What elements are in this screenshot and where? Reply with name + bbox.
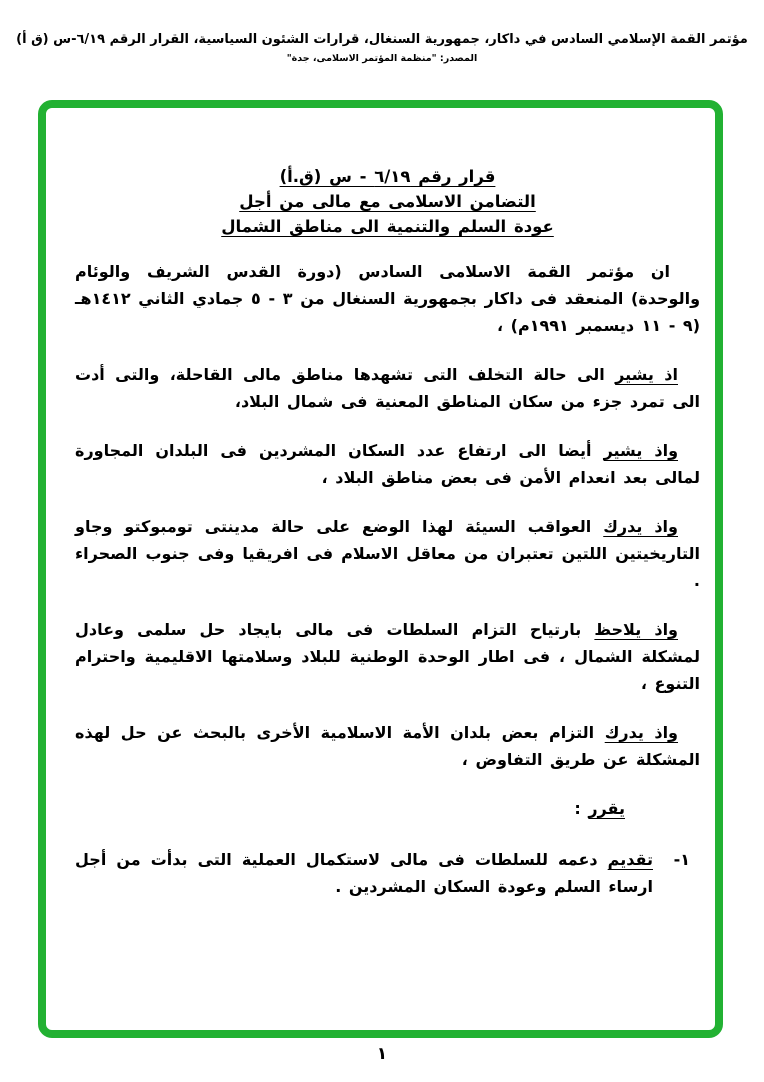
paragraph-lead: واذ يدرك <box>604 723 679 742</box>
paragraph-lead: اذ يشير <box>615 365 678 384</box>
preamble-paragraph <box>75 361 700 415</box>
page-number: ١ <box>376 1044 388 1064</box>
preamble-paragraph <box>75 258 700 339</box>
paragraph-text: أيضا الى ارتفاع عدد السكان المشردين فى البلدان المجاورة لمالى بعد انعدام الأمن فى بعض مناطق البلاد ، <box>75 441 700 487</box>
paragraph-lead: واذ يلاحظ <box>594 620 679 639</box>
preamble-paragraph <box>75 513 700 594</box>
paragraph-text: الى حالة التخلف التى تشهدها مناطق مالى القاحلة، والتى أدت الى تمرد جزء من سكان المناطق المعنية فى شمال البلاد، <box>75 365 700 411</box>
decides-word: يقرر <box>588 799 625 818</box>
resolution-document <box>46 108 715 1030</box>
paragraph-text: بارتياح التزام السلطات فى مالى بايجاد حل سلمى وعادل لمشكلة الشمال ، فى اطار الوحدة الوطنية للبلاد وسلامتها الاقليمية واحترام التنوع ، <box>75 620 700 693</box>
resolution-title-number: قرار رقم ٦/١٩ - س (ق.أ) <box>279 167 496 186</box>
citation-header-source: المصدر: "منظمة المؤتمر الاسلامى، جدة" <box>286 53 478 64</box>
resolution-title <box>75 164 700 239</box>
resolution-title-subject-1: التضامن الاسلامى مع مالى من أجل <box>239 192 536 211</box>
paragraph-text: ان مؤتمر القمة الاسلامى السادس (دورة القدس الشريف والوئام والوحدة) المنعقد فى داكار بجمهورية السنغال من ٣ - ٥ جمادي الثاني ١٤١٢هـ (٩ - ١١ ديسمبر ١٩٩١م) ، <box>75 262 701 335</box>
resolution-title-subject-2: عودة السلم والتنمية الى مناطق الشمال <box>221 217 554 236</box>
item-body: دعمه للسلطات فى مالى لاستكمال العملية التى بدأت من أجل ارساء السلم وعودة السكان المشردين . <box>75 850 653 896</box>
item-text <box>75 846 653 900</box>
citation-header <box>0 0 764 64</box>
preamble-paragraph <box>75 719 700 773</box>
scanned-document-frame <box>38 100 723 1038</box>
operative-item-1 <box>75 846 690 900</box>
item-lead: تقديم <box>607 850 653 869</box>
decides-colon: : <box>574 799 589 818</box>
decides-line <box>75 795 625 822</box>
preamble-paragraph <box>75 616 700 697</box>
citation-header-title: مؤتمر القمة الإسلامي السادس في داكار، جمهورية السنغال، قرارات الشئون السياسية، القرار الرقم ٦/١٩-س (ق أ) <box>16 32 748 47</box>
paragraph-lead: واذ يدرك <box>603 517 678 536</box>
item-number: ١- <box>673 850 690 869</box>
paragraph-text: التزام بعض بلدان الأمة الاسلامية الأخرى بالبحث عن حل لهذه المشكلة عن طريق التفاوض ، <box>75 723 700 769</box>
preamble-paragraph <box>75 437 700 491</box>
paragraph-text: العواقب السيئة لهذا الوضع على حالة مدينتى تومبوكتو وجاو التاريخيتين اللتين تعتبران من معاقل الاسلام فى افريقيا وفى جنوب الصحراء . <box>75 517 700 590</box>
paragraph-lead: واذ يشير <box>603 441 679 460</box>
